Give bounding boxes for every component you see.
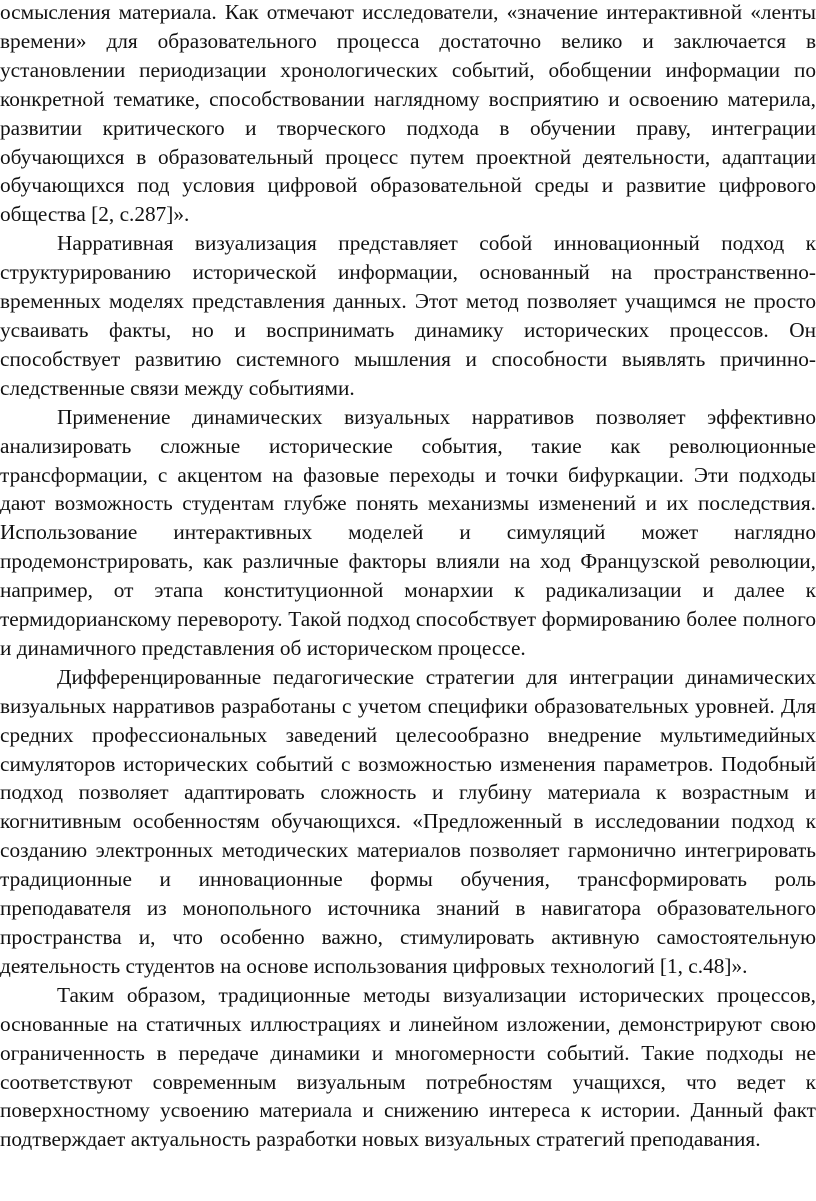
paragraph-continuation: осмысления материала. Как отмечают исследователи, «значение интерактивной «ленты времени» для образовательного процесса достаточно велико и заключается в установлении периодизации хронологических событий, обобщении информации по конкретной тематике, способствовании наглядному восприятию и освоению материла, развитии критического и творческого подхода в обучении праву, интеграции обучающихся в образовательный процесс путем проектной деятельности, адаптации обучающихся под условия цифровой образовательной среды и развитие цифрового общества [2, с.287]».	[0, 0, 816, 227]
paragraph-conclusion: Таким образом, традиционные методы визуализации исторических процессов, основанные на статичных иллюстрациях и линейном изложении, демонстрируют свою ограниченность в передаче динамики и многомерности событий. Такие подходы не соответствуют современным визуальным потребностям учащихся, что ведет к поверхностному усвоению материала и снижению интереса к истории. Данный факт подтверждает актуальность разработки новых визуальных стратегий преподавания.	[0, 982, 816, 1152]
paragraph-narrative-visualization: Нарративная визуализация представляет собой инновационный подход к структурированию исторической информации, основанный на пространственно-временных моделях представления данных. Этот метод позволяет учащимся не просто усваивать факты, но и воспринимать динамику исторических процессов. Он способствует развитию системного мышления и способности выявлять причинно-следственные связи между событиями.	[0, 231, 816, 400]
paragraph-pedagogical-strategies: Дифференцированные педагогические стратегии для интеграции динамических визуальных нарративов разработаны с учетом специфики образовательных уровней. Для средних профессиональных заведений целесообразно внедрение мультимедийных симуляторов исторических событий с возможностью изменения параметров. Подобный подход позволяет адаптировать сложность и глубину материала к возрастным и когнитивным особенностям обучающихся. «Предложенный в исследовании подход к созданию электронных методических материалов позволяет гармонично интегрировать традиционные и инновационные формы обучения, трансформировать роль преподавателя из монопольного источника знаний в навигатора образовательного пространства и, что особенно важно, стимулировать активную самостоятельную деятельность студентов на основе использования цифровых технологий [1, с.48]».	[0, 664, 816, 978]
paragraph-dynamic-narratives: Применение динамических визуальных нарративов позволяет эффективно анализировать сложные исторические события, такие как революционные трансформации, с акцентом на фазовые переходы и точки бифуркации. Эти подходы дают возможность студентам глубже понять механизмы изменений и их последствия. Использование интерактивных моделей и симуляций может наглядно продемонстрировать, как различные факторы влияли на ход Французской революции, например, от этапа конституционной монархии к радикализации и далее к термидорианскому перевороту. Такой подход способствует формированию более полного и динамичного представления об историческом процессе.	[0, 404, 816, 660]
